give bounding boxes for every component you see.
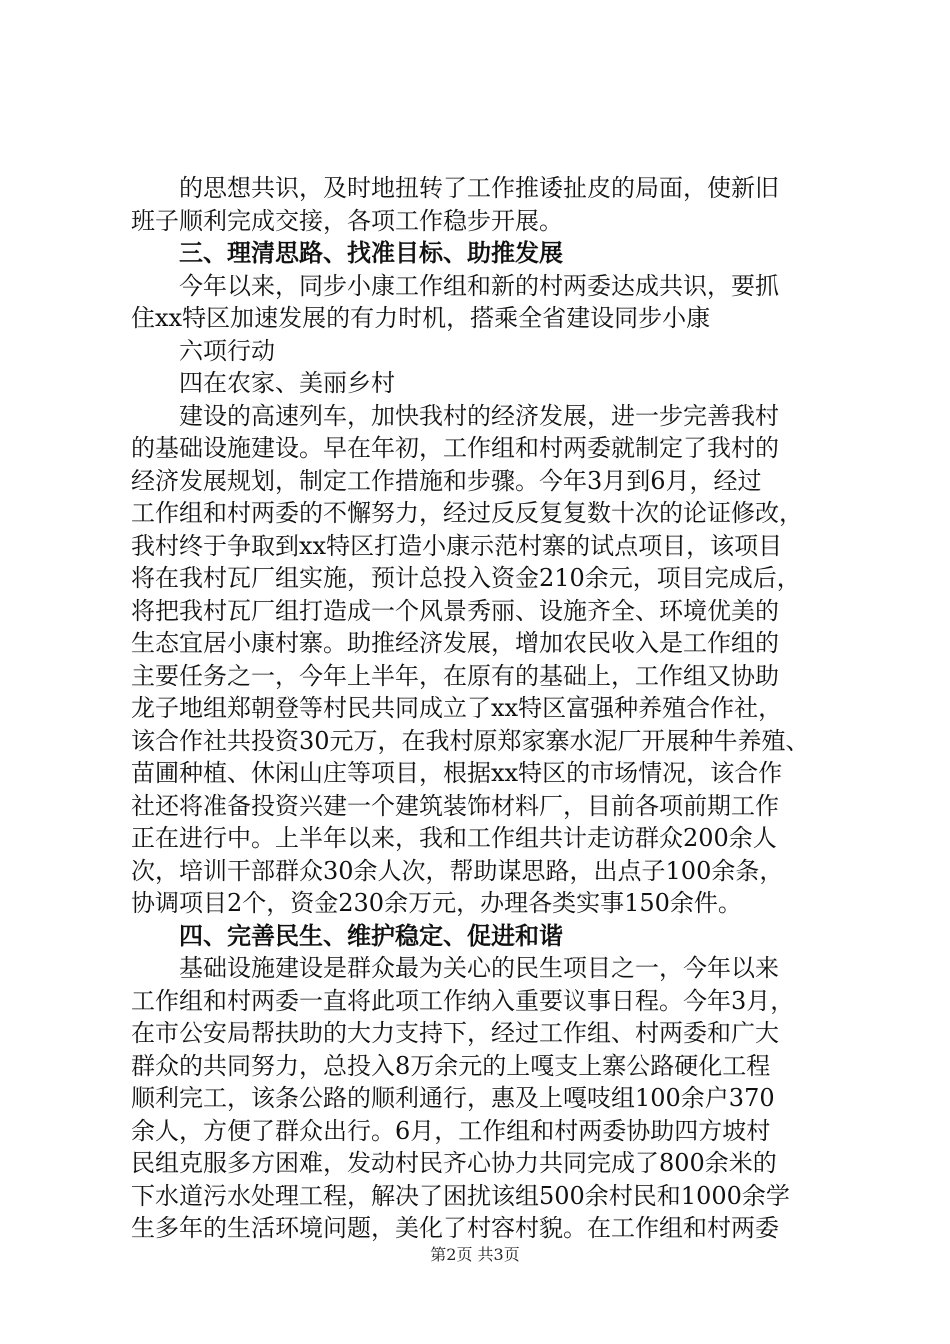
paragraph-line: 龙子地组郑朝登等村民共同成立了xx特区富强种养殖合作社， — [131, 694, 783, 722]
section-heading: 四、完善民生、维护稳定、促进和谐 — [179, 920, 563, 950]
paragraph-line: 生多年的生活环境问题，美化了村容村貌。在工作组和村两委 — [131, 1214, 779, 1242]
paragraph-line: 苗圃种植、休闲山庄等项目，根据xx特区的市场情况，该合作 — [131, 759, 783, 787]
paragraph-line: 工作组和村两委一直将此项工作纳入重要议事日程。今年3月， — [131, 986, 795, 1015]
paragraph-line: 的基础设施建设。早在年初，工作组和村两委就制定了我村的 — [131, 434, 779, 462]
paragraph-line: 群众的共同努力，总投入8万余元的上嘎支上寨公路硬化工程 — [131, 1051, 771, 1080]
paragraph-line: 将在我村瓦厂组实施，预计总投入资金210余元，项目完成后， — [131, 564, 801, 592]
paragraph-line: 在市公安局帮扶助的大力支持下，经过工作组、村两委和广大 — [131, 1019, 779, 1047]
paragraph-line: 余人，方便了群众出行。6月，工作组和村两委协助四方坡村 — [131, 1116, 771, 1145]
paragraph-line: 住xx特区加速发展的有力时机，搭乘全省建设同步小康 — [131, 304, 711, 332]
paragraph-line: 次，培训干部群众30余人次，帮助谋思路，出点子100余条， — [131, 856, 784, 885]
paragraph-line: 下水道污水处理工程，解决了困扰该组500余村民和1000余学 — [131, 1181, 790, 1210]
paragraph-line: 顺利完工，该条公路的顺利通行，惠及上嘎吱组100余户370 — [131, 1084, 775, 1112]
paragraph-line: 我村终于争取到xx特区打造小康示范村寨的试点项目，该项目 — [131, 531, 783, 560]
paragraph-line: 的思想共识，及时地扭转了工作推诿扯皮的局面，使新旧 — [179, 174, 779, 202]
paragraph-line: 将把我村瓦厂组打造成一个风景秀丽、设施齐全、环境优美的 — [131, 596, 779, 625]
section-heading: 三、理清思路、找准目标、助推发展 — [179, 238, 563, 267]
paragraph-line: 基础设施建设是群众最为关心的民生项目之一，今年以来 — [179, 954, 779, 982]
document-body — [131, 172, 831, 1245]
paragraph-line: 该合作社共投资30元万，在我村原郑家寨水泥厂开展种牛养殖、 — [131, 726, 810, 755]
paragraph-line: 工作组和村两委的不懈努力，经过反反复复数十次的论证修改， — [131, 499, 803, 527]
paragraph-line: 建设的高速列车，加快我村的经济发展，进一步完善我村 — [179, 401, 779, 430]
paragraph-line: 今年以来，同步小康工作组和新的村两委达成共识，要抓 — [179, 271, 779, 300]
paragraph-line: 班子顺利完成交接，各项工作稳步开展。 — [131, 206, 563, 235]
paragraph-line: 协调项目2个，资金230余万元，办理各类实事150余件。 — [131, 889, 742, 917]
paragraph-line: 主要任务之一，今年上半年，在原有的基础上，工作组又协助 — [131, 661, 779, 690]
paragraph-line: 民组克服多方困难，发动村民齐心协力共同完成了800余米的 — [131, 1149, 777, 1177]
paragraph-line: 生态宜居小康村寨。助推经济发展，增加农民收入是工作组的 — [131, 629, 779, 657]
paragraph-line: 四在农家、美丽乡村 — [179, 369, 395, 397]
paragraph-line: 社还将准备投资兴建一个建筑装饰材料厂，目前各项前期工作 — [131, 791, 779, 820]
page-footer: 第2页 共3页 — [430, 1245, 520, 1264]
paragraph-line: 正在进行中。上半年以来，我和工作组共计走访群众200余人 — [131, 824, 777, 852]
paragraph-line: 经济发展规划，制定工作措施和步骤。今年3月到6月，经过 — [131, 466, 762, 495]
paragraph-line: 六项行动 — [179, 336, 275, 365]
